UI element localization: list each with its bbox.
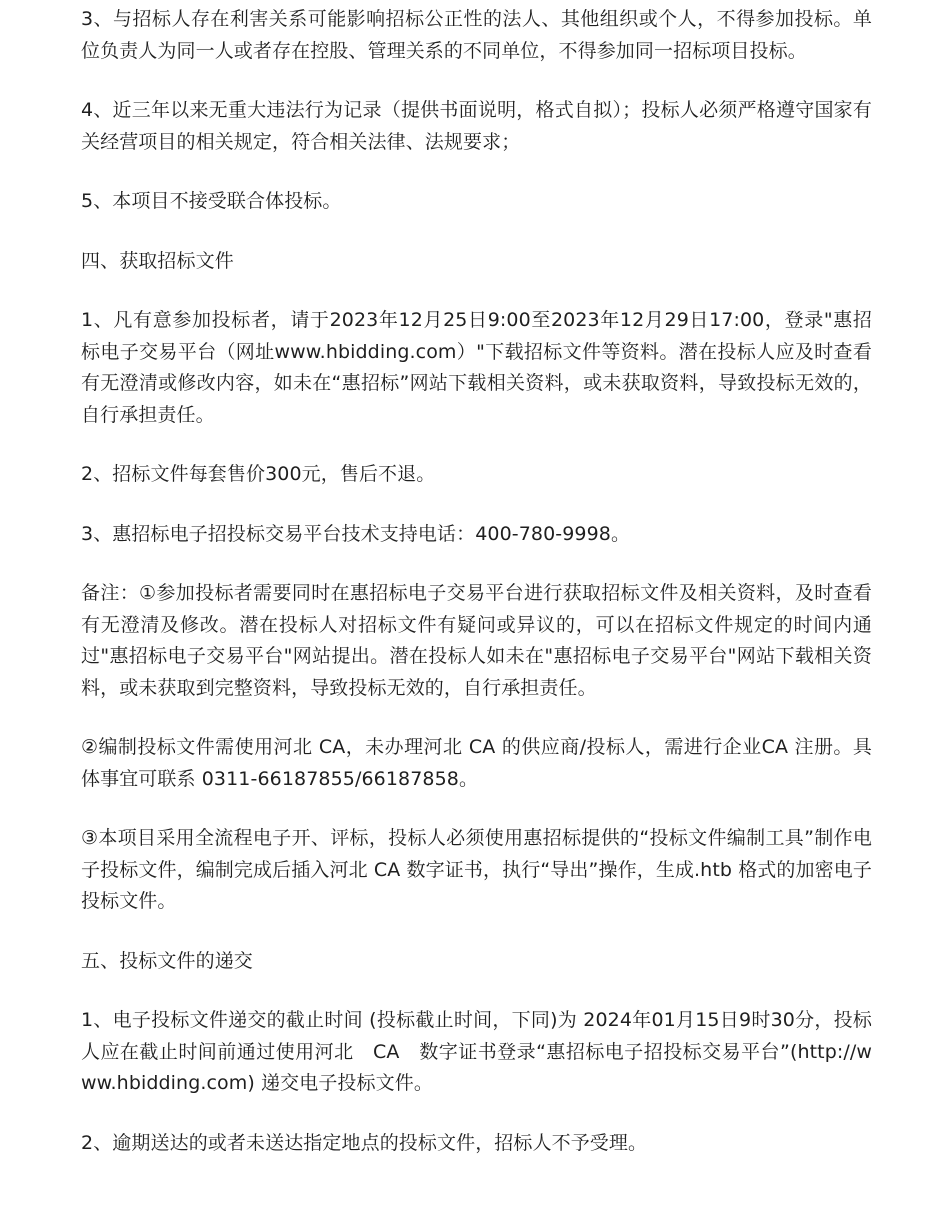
section-heading-obtain-documents: 四、获取招标文件 [81, 249, 234, 272]
paragraph-qualification-3: 3、与招标人存在利害关系可能影响招标公正性的法人、其他组织或个人，不得参加投标。单位负责人为同一人或者存在控股、管理关系的不同单位，不得参加同一招标项目投标。 [81, 8, 872, 62]
paragraph-note-1: 备注：①参加投标者需要同时在惠招标电子交易平台进行获取招标文件及相关资料，及时查看有无澄清及修改。潜在投标人对招标文件有疑问或异议的，可以在招标文件规定的时间内通过"惠招标电子交易平台"网站提出。潜在投标人如未在"惠招标电子交易平台"网站下载相关资料，或未获取到完整资料，导致投标无效的，自行承担责任。 [81, 582, 872, 699]
paragraph-submission-1: 1、电子投标文件递交的截止时间 (投标截止时间，下同)为 2024年01月15日9时30分，投标人应在截止时间前通过使用河北 CA 数字证书登录“惠招标电子招投标交易平台”(http://www.hbidding.com) 递交电子投标文件。 [81, 1009, 872, 1094]
paragraph-note-3: ③本项目采用全流程电子开、评标，投标人必须使用惠招标提供的“投标文件编制工具”制作电子投标文件，编制完成后插入河北 CA 数字证书，执行“导出”操作，生成.htb 格式的加密电子投标文件。 [81, 827, 872, 912]
paragraph-obtain-1: 1、凡有意参加投标者，请于2023年12月25日9:00至2023年12月29日17:00，登录"惠招标电子交易平台（网址www.hbidding.com）"下载招标文件等资料。潜在投标人应及时查看有无澄清或修改内容，如未在“惠招标”网站下载相关资料，或未获取资料，导致投标无效的，自行承担责任。 [81, 309, 872, 426]
paragraph-obtain-3: 3、惠招标电子招投标交易平台技术支持电话：400-780-9998。 [81, 522, 631, 545]
paragraph-obtain-2: 2、招标文件每套售价300元，售后不退。 [81, 463, 436, 485]
paragraph-qualification-5: 5、本项目不接受联合体投标。 [81, 190, 342, 212]
section-heading-submission: 五、投标文件的递交 [81, 949, 253, 972]
paragraph-note-2: ②编制投标文件需使用河北 CA，未办理河北 CA 的供应商/投标人，需进行企业CA 注册。具体事宜可联系 0311-66187855/66187858。 [81, 736, 872, 790]
paragraph-submission-2: 2、逾期送达的或者未送达指定地点的投标文件，招标人不予受理。 [81, 1131, 648, 1154]
paragraph-qualification-4: 4、近三年以来无重大违法行为记录（提供书面说明，格式自拟）；投标人必须严格遵守国家有关经营项目的相关规定，符合相关法律、法规要求； [81, 99, 872, 153]
